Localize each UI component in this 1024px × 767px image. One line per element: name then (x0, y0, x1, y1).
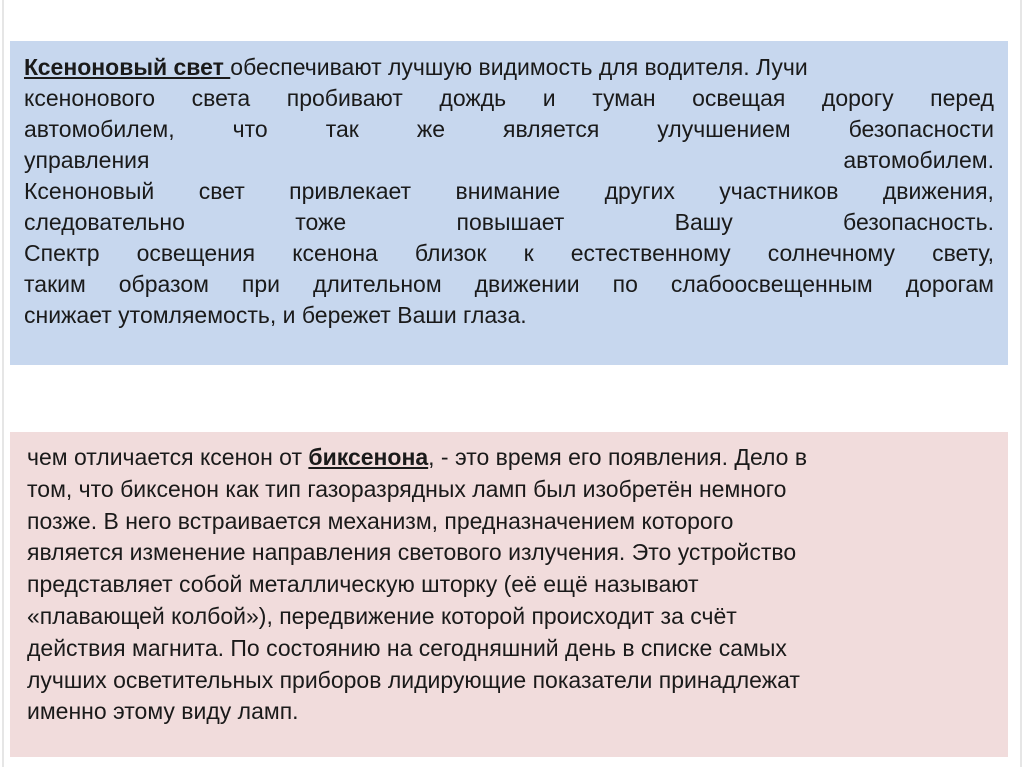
word: Ксеноновый (24, 178, 155, 204)
text-line-content: именно этому виду ламп. (27, 698, 299, 725)
word: тоже (295, 209, 347, 235)
word: таким (24, 271, 86, 297)
text-line (27, 601, 994, 633)
word: безопасности (848, 116, 994, 142)
word: ксенона (292, 240, 378, 266)
word: близок (414, 240, 487, 266)
text-line (24, 52, 994, 83)
text-line (24, 83, 994, 114)
text-line (24, 176, 994, 207)
text-line-content: действия магнита. По состоянию на сегодняшний день в списке самых (27, 634, 787, 661)
text-line (24, 207, 994, 238)
word: следовательно (24, 209, 185, 235)
word: движении (474, 271, 580, 297)
text-line (24, 238, 994, 269)
word: других (604, 178, 675, 204)
text-line-content: представляет собой металлическую шторку (её ещё называют (27, 571, 699, 598)
text-line-content: чем отличается ксенон от (27, 444, 309, 470)
word: внимание (455, 178, 561, 204)
text-line-content: том, что биксенон как тип газоразрядных ламп был изобретён немного (27, 475, 787, 502)
text-line-content: позже. В него встраивается механизм, предназначением которого (27, 507, 734, 534)
word: туман (592, 85, 656, 111)
text-line (27, 506, 994, 538)
word: что (232, 116, 268, 142)
bixenon-link[interactable]: биксенона (308, 444, 429, 470)
text-line (27, 474, 994, 506)
word: дождь (439, 85, 507, 111)
text-line (24, 269, 994, 300)
text-line (24, 300, 994, 331)
text-line (27, 696, 994, 728)
word: по (612, 271, 638, 297)
word: пробивают (286, 85, 403, 111)
text-line-content: , - это время его появления. Дело в (428, 444, 808, 470)
text-line (27, 633, 994, 665)
left-edge-divider (2, 0, 4, 767)
text-line (27, 442, 994, 474)
word: управления (24, 147, 150, 173)
word: повышает (456, 209, 565, 235)
word: при (241, 271, 280, 297)
word: освещения (136, 240, 256, 266)
word: образом (118, 271, 209, 297)
text-line-content: обеспечивают лучшую видимость для водителя. Лучи (230, 54, 808, 80)
text-line (27, 569, 994, 601)
word: движения, (882, 178, 994, 204)
word: света (191, 85, 251, 111)
word: ксенонового (24, 85, 156, 111)
xenon-benefits-textbox (10, 41, 1008, 365)
word: и (542, 85, 556, 111)
text-line (27, 537, 994, 569)
word: солнечному (767, 240, 895, 266)
word: свету, (932, 240, 994, 266)
text-line (24, 114, 994, 145)
word: естественному (570, 240, 731, 266)
text-line (24, 145, 994, 176)
heading-xenon-light: Ксеноновый свет (24, 54, 231, 80)
word: перед (930, 85, 994, 111)
word: дорогам (905, 271, 994, 297)
word: к (523, 240, 534, 266)
text-line-content: является изменение направления светового излучения. Это устройство (27, 539, 797, 566)
text-line-content: снижает утомляемость, и бережет Ваши глаза. (24, 302, 527, 328)
word: свет (198, 178, 245, 204)
word: освещая (692, 85, 786, 111)
word: же (416, 116, 446, 142)
word: Спектр (24, 240, 100, 266)
word: длительном (312, 271, 442, 297)
text-line-content: лучших осветительных приборов лидирующие показатели принадлежат (27, 666, 800, 693)
text-line (27, 665, 994, 697)
word: автомобилем. (843, 147, 994, 173)
word: так (325, 116, 359, 142)
word: участников (719, 178, 839, 204)
word: привлекает (289, 178, 412, 204)
text-line-content: «плавающей колбой»), передвижение которой происходит за счёт (27, 602, 737, 629)
word: дорогу (821, 85, 894, 111)
word: автомобилем, (24, 116, 175, 142)
right-edge-divider (1020, 0, 1022, 767)
word: безопасность. (843, 209, 994, 235)
xenon-vs-bixenon-textbox (10, 432, 1008, 757)
word: Вашу (674, 209, 733, 235)
word: улучшением (657, 116, 791, 142)
word: является (503, 116, 600, 142)
word: слабоосвещенным (670, 271, 873, 297)
